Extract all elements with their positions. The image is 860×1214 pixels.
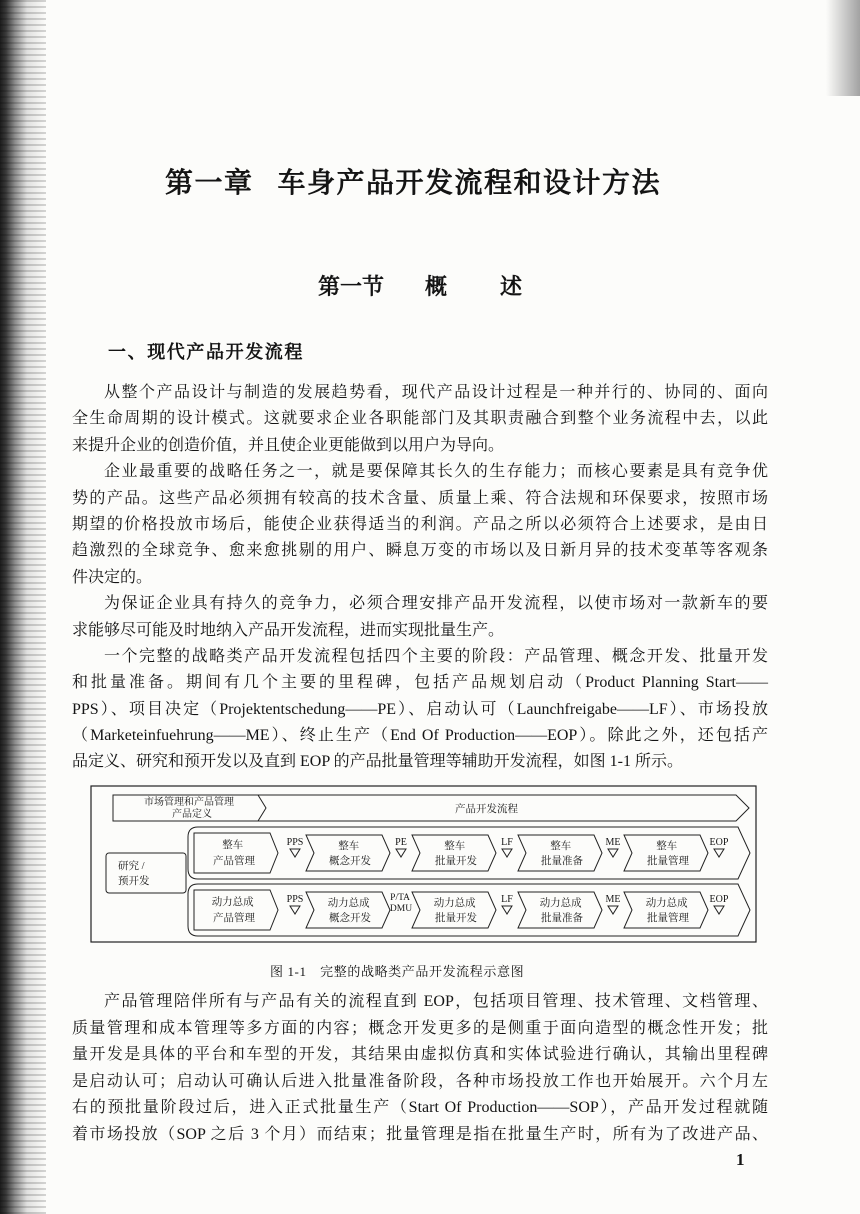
text-line: 产品管理陪伴所有与产品有关的流程直到 EOP，包括项目管理、技术管理、文档管理、: [104, 993, 768, 1010]
text-line: 量开发是具体的平台和车型的开发，其结果由虚拟仿真和实体试验进行确认，其输出里程碑: [72, 1046, 768, 1064]
product-development-label: 产品开发流程: [455, 804, 518, 815]
stage-line: 概念开发: [329, 913, 371, 924]
milestone-triangle: [290, 849, 300, 857]
subsection-heading: 一、现代产品开发流程: [108, 342, 304, 362]
stage-label: [435, 839, 477, 867]
chapter-name: 车身产品开发流程和设计方法: [277, 168, 662, 199]
product-definition-line: 产品定义: [172, 809, 212, 820]
paragraph: [72, 989, 768, 1149]
text-line: 和批量准备。期间有几个主要的里程碑，包括产品规划启动（Product Planning Start——: [72, 674, 768, 692]
stage-line: 概念开发: [329, 856, 371, 867]
milestone-label: ME: [605, 894, 621, 905]
market-management-divider: [258, 795, 266, 821]
milestone-triangle: [502, 849, 512, 857]
paragraph: [72, 644, 768, 776]
chapter-number: 第一章: [165, 168, 254, 199]
stage-line: 批量开发: [435, 856, 477, 867]
section-title-char: 概: [425, 274, 448, 299]
research-box: [106, 853, 186, 893]
stage-line: 产品管理: [213, 856, 255, 867]
text-line: 求能够尽可能及时地纳入产品开发流程，进而实现批量生产。: [72, 621, 505, 639]
stage-line: 批量管理: [647, 856, 689, 867]
text-line: 企业最重要的战略任务之一，就是要保障其长久的生存能力；而核心要素是具有竞争优: [104, 463, 768, 481]
stage-line: 整车: [656, 841, 678, 852]
stage-line: 整车: [550, 841, 572, 852]
stage-label: [329, 839, 371, 867]
stage-label: [541, 839, 583, 867]
stage-line: 动力总成: [327, 898, 370, 909]
text-line: 品定义、研究和预开发以及直到 EOP 的产品批量管理等辅助开发流程，如图 1-1 所示。: [72, 753, 683, 771]
milestone-triangle: [290, 906, 300, 914]
milestone-label: PE: [395, 837, 407, 848]
text-line: 期望的价格投放市场后，能使企业获得适当的利润。产品之所以必须符合上述要求，是由日: [72, 515, 768, 533]
text-line: 质量管理和成本管理等多方面的内容；概念开发更多的是侧重于面向造型的概念性开发；批: [72, 1019, 768, 1037]
milestone-triangle: [608, 906, 618, 914]
stage-label: [212, 895, 257, 924]
section-number: 第一节: [318, 274, 385, 299]
text-line: 是启动认可；启动认可确认后进入批量准备阶段，各种市场投放工作也开始展开。六个月左: [72, 1072, 768, 1090]
chapter-title: [165, 164, 661, 204]
milestone-label: EOP: [709, 894, 729, 905]
text-line: PPS）、项目决定（Projektentschedung——PE）、启动认可（Launchfreigabe——LF）、市场投放: [72, 700, 768, 718]
milestone-line: DMU: [389, 904, 413, 914]
stage-line: 动力总成: [433, 898, 476, 909]
scan-shadow-right: [826, 0, 860, 96]
stage-line: 批量准备: [541, 913, 583, 924]
milestone-label: PPS: [286, 894, 304, 905]
stage-label: [328, 896, 373, 924]
stage-label: [647, 839, 689, 867]
research-label: [118, 859, 150, 887]
text-line: 右的预批量阶段过后，进入正式批量生产（Start Of Production——SOP），产品开发过程就随: [72, 1099, 768, 1117]
stage-label: [646, 896, 691, 924]
market-management-line: 市场管理和产品管理: [144, 797, 234, 808]
milestone-label: EOP: [709, 837, 729, 848]
text-line: 件决定的。: [72, 568, 153, 586]
stage-label: [540, 896, 585, 924]
text-line: 着市场投放（SOP 之后 3 个月）而结束；批量管理是指在批量生产时，所有为了改进产品、: [72, 1125, 768, 1143]
milestone-line: P/TA: [390, 893, 410, 903]
text-line: 趋激烈的全球竞争、愈来愈挑剔的用户、瞬息万变的市场以及日新月异的技术变革等客观条: [72, 542, 768, 560]
stage-line: 整车: [444, 841, 466, 852]
text-line: （Marketeinfuehrung——ME）、终止生产（End Of Production——EOP）。除此之外，还包括产: [72, 727, 768, 745]
body-text-lower: [72, 989, 768, 1149]
stage-line: 批量准备: [541, 856, 583, 867]
page-number: 1: [736, 1150, 745, 1169]
process-flow-diagram: [88, 783, 760, 945]
milestone-label: [390, 893, 412, 914]
milestone-triangle: [714, 849, 724, 857]
stage-line: 动力总成: [645, 898, 688, 909]
market-management-label: [144, 795, 237, 820]
text-line: 全生命周期的设计模式。这就要求企业各职能部门及其职责融合到整个业务流程中去，以此: [72, 410, 768, 428]
milestone-label: PPS: [286, 837, 304, 848]
text-line: 从整个产品设计与制造的发展趋势看，现代产品设计过程是一种并行的、协同的、面向: [104, 384, 768, 401]
figure-caption: 图 1-1 完整的战略类产品开发流程示意图: [270, 964, 525, 979]
research-line: 研究 /: [118, 861, 145, 872]
text-line: 为保证企业具有持久的竞争力，必须合理安排产品开发流程，以使市场对一款新车的要: [104, 595, 768, 613]
milestone-triangle: [396, 849, 406, 857]
milestone-triangle: [714, 906, 724, 914]
stage-label: [213, 838, 255, 867]
stage-line: 产品管理: [213, 913, 255, 924]
stage-box: [194, 833, 278, 873]
scan-shadow-left: [0, 0, 46, 1214]
stage-box: [194, 890, 278, 930]
body-text-upper: [72, 380, 768, 776]
stage-line: 批量管理: [647, 913, 689, 924]
milestone-label: LF: [501, 894, 513, 905]
stage-line: 整车: [338, 841, 360, 852]
milestone-label: LF: [501, 837, 513, 848]
paragraph: [72, 459, 768, 591]
stage-label: [434, 896, 479, 924]
text-line: 一个完整的战略类产品开发流程包括四个主要的阶段：产品管理、概念开发、批量开发: [104, 647, 768, 665]
milestone-label: ME: [605, 837, 621, 848]
section-title-char: 述: [500, 274, 523, 299]
paragraph: [72, 380, 768, 459]
paragraph: [72, 591, 768, 644]
milestone-triangle: [608, 849, 618, 857]
text-line: 势的产品。这些产品必须拥有较高的技术含量、质量上乘、符合法规和环保要求，按照市场: [72, 489, 768, 507]
stage-line: 动力总成: [539, 898, 582, 909]
text-line: 来提升企业的创造价值，并且使企业更能做到以用户为导向。: [72, 436, 505, 454]
pre-development-line: 预开发: [118, 876, 150, 887]
stage-line: 整车: [222, 840, 244, 851]
stage-line: 批量开发: [435, 913, 477, 924]
milestone-triangle: [502, 906, 512, 914]
stage-line: 动力总成: [211, 897, 254, 908]
